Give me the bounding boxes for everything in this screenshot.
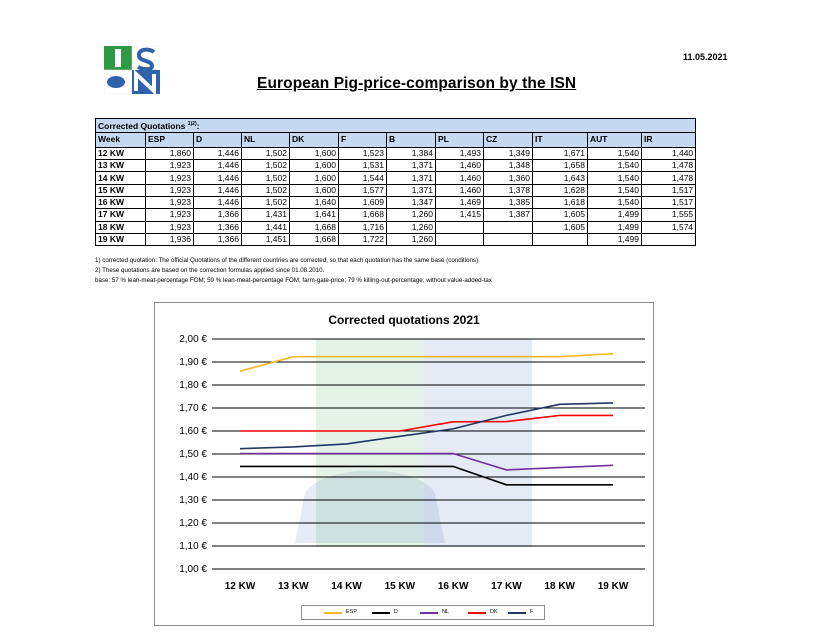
price-cell: 1,441 <box>242 221 290 233</box>
table-caption <box>96 119 696 133</box>
x-tick-label: 12 KW <box>224 581 256 592</box>
legend-swatch <box>372 612 390 614</box>
chart-plot <box>155 303 653 625</box>
week-cell: 12 KW <box>96 147 146 159</box>
price-cell: 1,574 <box>642 221 696 233</box>
price-cell: 1,385 <box>484 197 533 209</box>
price-cell: 1,555 <box>642 209 696 221</box>
column-header: PL <box>436 132 484 147</box>
price-cell: 1,478 <box>642 160 696 172</box>
price-cell: 1,260 <box>387 233 436 245</box>
price-cell: 1,446 <box>194 197 242 209</box>
y-tick-label: 1,50 € <box>179 449 207 460</box>
y-tick-label: 2,00 € <box>179 334 207 345</box>
price-cell: 1,366 <box>194 209 242 221</box>
price-cell: 1,716 <box>339 221 387 233</box>
logo-pig-icon <box>107 76 125 88</box>
quotations-table <box>95 118 696 246</box>
price-cell: 1,493 <box>436 147 484 159</box>
price-cell: 1,540 <box>588 197 642 209</box>
price-cell: 1,600 <box>290 147 339 159</box>
table-row <box>96 160 696 172</box>
legend-label: NL <box>442 609 450 615</box>
price-cell: 1,923 <box>146 209 194 221</box>
column-header: F <box>339 132 387 147</box>
price-cell: 1,384 <box>387 147 436 159</box>
price-cell: 1,446 <box>194 160 242 172</box>
footnote-base: base: 57 % lean-meat-percentage FOM; 59 % lean-meat-percentage FOM; farm-gate-price; 79 % killing-out-percentage, without value-added-tax <box>95 277 492 284</box>
y-tick-label: 1,00 € <box>179 564 207 575</box>
price-cell: 1,360 <box>484 172 533 184</box>
isn-logo <box>104 46 160 94</box>
price-cell: 1,600 <box>290 184 339 196</box>
price-cell: 1,415 <box>436 209 484 221</box>
price-cell: 1,460 <box>436 172 484 184</box>
price-cell: 1,499 <box>588 233 642 245</box>
legend-swatch <box>508 612 526 614</box>
price-cell <box>533 233 588 245</box>
price-cell: 1,643 <box>533 172 588 184</box>
price-cell: 1,936 <box>146 233 194 245</box>
legend-swatch <box>420 612 438 614</box>
price-cell: 1,460 <box>436 160 484 172</box>
price-cell: 1,605 <box>533 221 588 233</box>
y-tick-label: 1,70 € <box>179 403 207 414</box>
price-cell <box>484 233 533 245</box>
week-cell: 15 KW <box>96 184 146 196</box>
price-cell: 1,502 <box>242 184 290 196</box>
column-header: AUT <box>588 132 642 147</box>
column-header: IT <box>533 132 588 147</box>
price-cell: 1,499 <box>588 221 642 233</box>
price-cell: 1,860 <box>146 147 194 159</box>
price-cell: 1,371 <box>387 160 436 172</box>
watermark-blue-block <box>424 339 532 547</box>
table-row <box>96 147 696 159</box>
price-cell: 1,658 <box>533 160 588 172</box>
week-cell: 13 KW <box>96 160 146 172</box>
price-cell: 1,600 <box>290 172 339 184</box>
price-cell: 1,371 <box>387 172 436 184</box>
table-row <box>96 221 696 233</box>
column-header: ESP <box>146 132 194 147</box>
footnote-1: 1) corrected quotation: The official Quotations of the different countries are corrected, so that each quotation has the same base (conditions). <box>95 257 480 264</box>
table-caption-row <box>96 119 696 133</box>
price-cell: 1,618 <box>533 197 588 209</box>
price-cell: 1,923 <box>146 221 194 233</box>
price-cell: 1,502 <box>242 197 290 209</box>
x-tick-label: 14 KW <box>331 581 362 592</box>
price-cell: 1,478 <box>642 172 696 184</box>
legend-label: F <box>530 609 534 615</box>
column-header: IR <box>642 132 696 147</box>
price-cell: 1,260 <box>387 221 436 233</box>
price-cell: 1,577 <box>339 184 387 196</box>
table-row <box>96 172 696 184</box>
caption-suffix: : <box>196 120 200 131</box>
week-cell: 17 KW <box>96 209 146 221</box>
price-cell: 1,440 <box>642 147 696 159</box>
column-header: Week <box>96 132 146 147</box>
table-row <box>96 233 696 245</box>
price-cell: 1,605 <box>533 209 588 221</box>
y-tick-label: 1,90 € <box>179 357 207 368</box>
price-cell: 1,668 <box>290 221 339 233</box>
footnote-2: 2) These quotations are based on the correction formulas applied since 01.08.2010. <box>95 267 325 274</box>
price-cell: 1,641 <box>290 209 339 221</box>
x-tick-label: 17 KW <box>491 581 522 592</box>
price-cell: 1,460 <box>436 184 484 196</box>
table-row <box>96 209 696 221</box>
price-cell: 1,540 <box>588 147 642 159</box>
x-tick-label: 15 KW <box>384 581 416 592</box>
price-cell: 1,469 <box>436 197 484 209</box>
y-tick-label: 1,30 € <box>179 495 207 506</box>
week-cell: 16 KW <box>96 197 146 209</box>
price-cell: 1,451 <box>242 233 290 245</box>
price-cell: 1,540 <box>588 184 642 196</box>
price-cell: 1,387 <box>484 209 533 221</box>
price-cell: 1,499 <box>588 209 642 221</box>
price-cell: 1,378 <box>484 184 533 196</box>
chart-legend <box>301 605 545 620</box>
legend-label: DK <box>490 609 498 615</box>
price-cell: 1,517 <box>642 197 696 209</box>
caption-footnote-ref: 1)2) <box>187 121 197 127</box>
x-tick-label: 13 KW <box>278 581 309 592</box>
price-cell: 1,544 <box>339 172 387 184</box>
price-cell: 1,923 <box>146 184 194 196</box>
column-header: DK <box>290 132 339 147</box>
x-tick-label: 19 KW <box>597 581 629 592</box>
price-cell <box>436 233 484 245</box>
price-cell: 1,722 <box>339 233 387 245</box>
price-cell <box>436 221 484 233</box>
chart-title: Corrected quotations 2021 <box>328 313 480 327</box>
price-cell <box>484 221 533 233</box>
price-cell: 1,668 <box>290 233 339 245</box>
price-cell: 1,260 <box>387 209 436 221</box>
column-header: NL <box>242 132 290 147</box>
table-row <box>96 184 696 196</box>
price-chart <box>154 302 654 626</box>
footnotes <box>95 256 492 286</box>
legend-label: ESP <box>346 609 358 615</box>
price-cell: 1,446 <box>194 184 242 196</box>
price-cell <box>642 233 696 245</box>
column-header: D <box>194 132 242 147</box>
price-cell: 1,628 <box>533 184 588 196</box>
price-cell: 1,923 <box>146 172 194 184</box>
legend-swatch <box>468 612 486 614</box>
quotations-table-body <box>96 119 696 246</box>
price-cell: 1,347 <box>387 197 436 209</box>
report-date: 11.05.2021 <box>683 52 728 62</box>
week-cell: 19 KW <box>96 233 146 245</box>
y-tick-label: 1,80 € <box>179 380 207 391</box>
price-cell: 1,540 <box>588 172 642 184</box>
price-cell: 1,446 <box>194 147 242 159</box>
caption-text: Corrected Quotations <box>98 120 188 131</box>
y-tick-label: 1,10 € <box>179 541 207 552</box>
price-cell: 1,446 <box>194 172 242 184</box>
week-cell: 14 KW <box>96 172 146 184</box>
legend-swatch <box>324 612 342 614</box>
price-cell: 1,371 <box>387 184 436 196</box>
price-cell: 1,366 <box>194 221 242 233</box>
x-tick-label: 18 KW <box>544 581 575 592</box>
y-tick-label: 1,40 € <box>179 472 207 483</box>
y-tick-label: 1,60 € <box>179 426 207 437</box>
price-cell: 1,540 <box>588 160 642 172</box>
price-cell: 1,431 <box>242 209 290 221</box>
legend-label: D <box>394 609 398 615</box>
price-cell: 1,668 <box>339 209 387 221</box>
price-cell: 1,671 <box>533 147 588 159</box>
table-row <box>96 197 696 209</box>
column-header: CZ <box>484 132 533 147</box>
price-cell: 1,923 <box>146 197 194 209</box>
price-cell: 1,600 <box>290 160 339 172</box>
price-cell: 1,502 <box>242 160 290 172</box>
price-cell: 1,523 <box>339 147 387 159</box>
price-cell: 1,923 <box>146 160 194 172</box>
logo-letter-i <box>115 49 121 67</box>
table-header-row <box>96 132 696 147</box>
price-cell: 1,348 <box>484 160 533 172</box>
price-cell: 1,517 <box>642 184 696 196</box>
price-cell: 1,531 <box>339 160 387 172</box>
x-tick-label: 16 KW <box>437 581 469 592</box>
column-header: B <box>387 132 436 147</box>
week-cell: 18 KW <box>96 221 146 233</box>
price-cell: 1,609 <box>339 197 387 209</box>
page-title: European Pig-price-comparison by the ISN <box>257 75 577 92</box>
price-cell: 1,349 <box>484 147 533 159</box>
y-tick-label: 1,20 € <box>179 518 207 529</box>
price-cell: 1,366 <box>194 233 242 245</box>
price-cell: 1,502 <box>242 172 290 184</box>
price-cell: 1,640 <box>290 197 339 209</box>
price-cell: 1,502 <box>242 147 290 159</box>
